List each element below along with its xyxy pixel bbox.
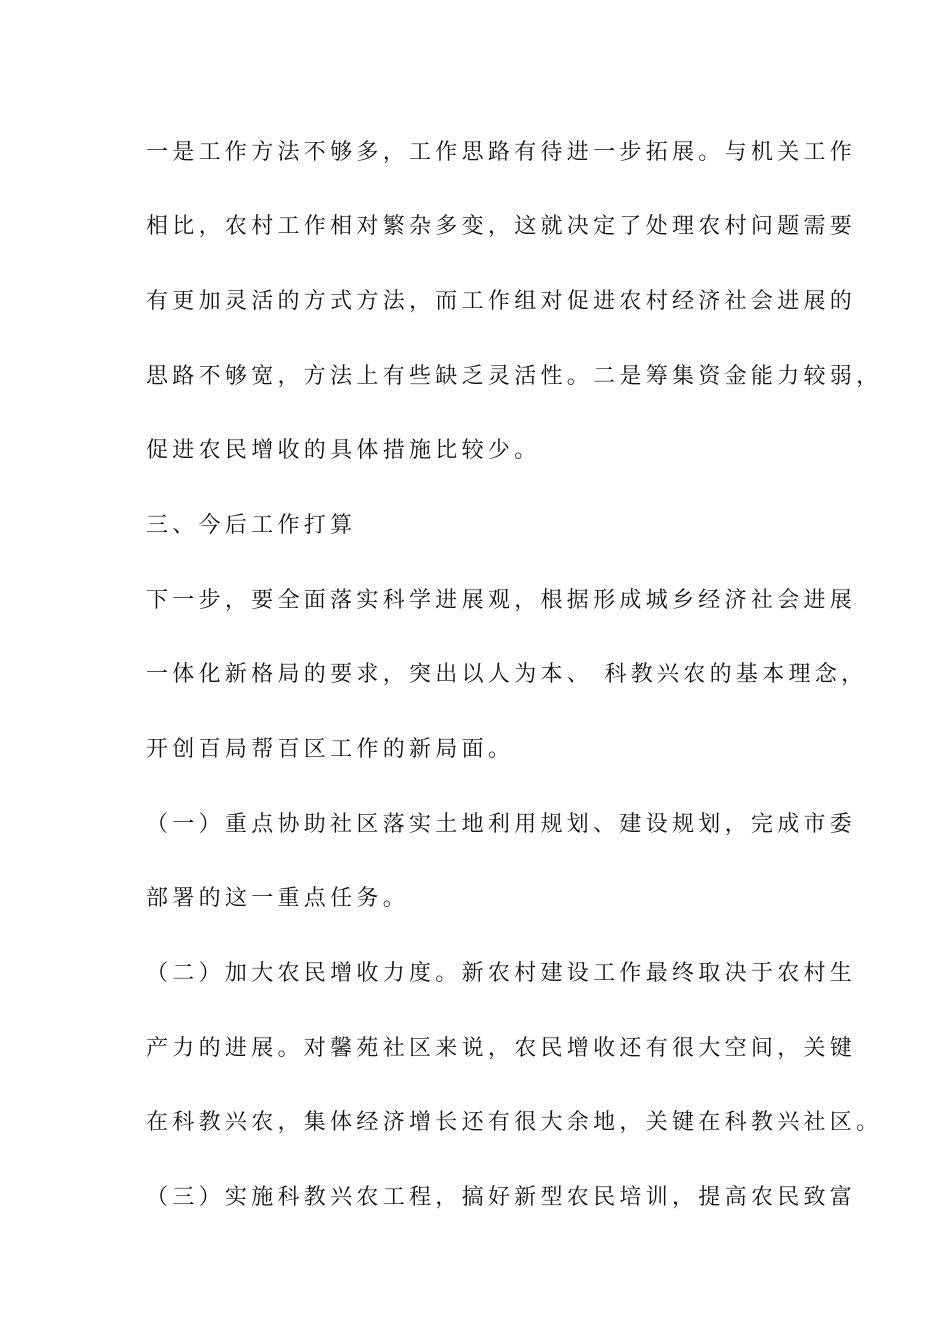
text-line: （一）重点协助社区落实土地利用规划、建设规划，完成市委 [146, 812, 857, 837]
text-line: 思路不够宽，方法上有些缺乏灵活性。二是筹集资金能力较弱， [146, 364, 883, 389]
text-line: 促进农民增收的具体措施比较少。 [146, 438, 541, 463]
text-line: 一是工作方法不够多，工作思路有待进一步拓展。与机关工作 [146, 140, 857, 165]
text-line: 开创百局帮百区工作的新局面。 [146, 737, 515, 762]
text-line: 下一步，要全面落实科学进展观，根据形成城乡经济社会进展 [146, 588, 857, 613]
text-line: 一体化新格局的要求，突出以人为本、 科教兴农的基本理念， [146, 662, 868, 687]
text-line: 相比，农村工作相对繁杂多变，这就决定了处理农村问题需要 [146, 214, 857, 239]
text-line: （三）实施科教兴农工程，搞好新型农民培训，提高农民致富 [146, 1185, 857, 1210]
text-line: （二）加大农民增收力度。新农村建设工作最终取决于农村生 [146, 961, 857, 986]
text-line: 有更加灵活的方式方法，而工作组对促进农村经济社会进展的 [146, 289, 857, 314]
text-line: 产力的进展。对馨苑社区来说，农民增收还有很大空间，关键 [146, 1036, 857, 1061]
section-heading: 三、今后工作打算 [146, 513, 357, 538]
text-line: 部署的这一重点任务。 [146, 886, 410, 911]
text-line: 在科教兴农，集体经济增长还有很大余地，关键在科教兴社区。 [146, 1110, 883, 1135]
